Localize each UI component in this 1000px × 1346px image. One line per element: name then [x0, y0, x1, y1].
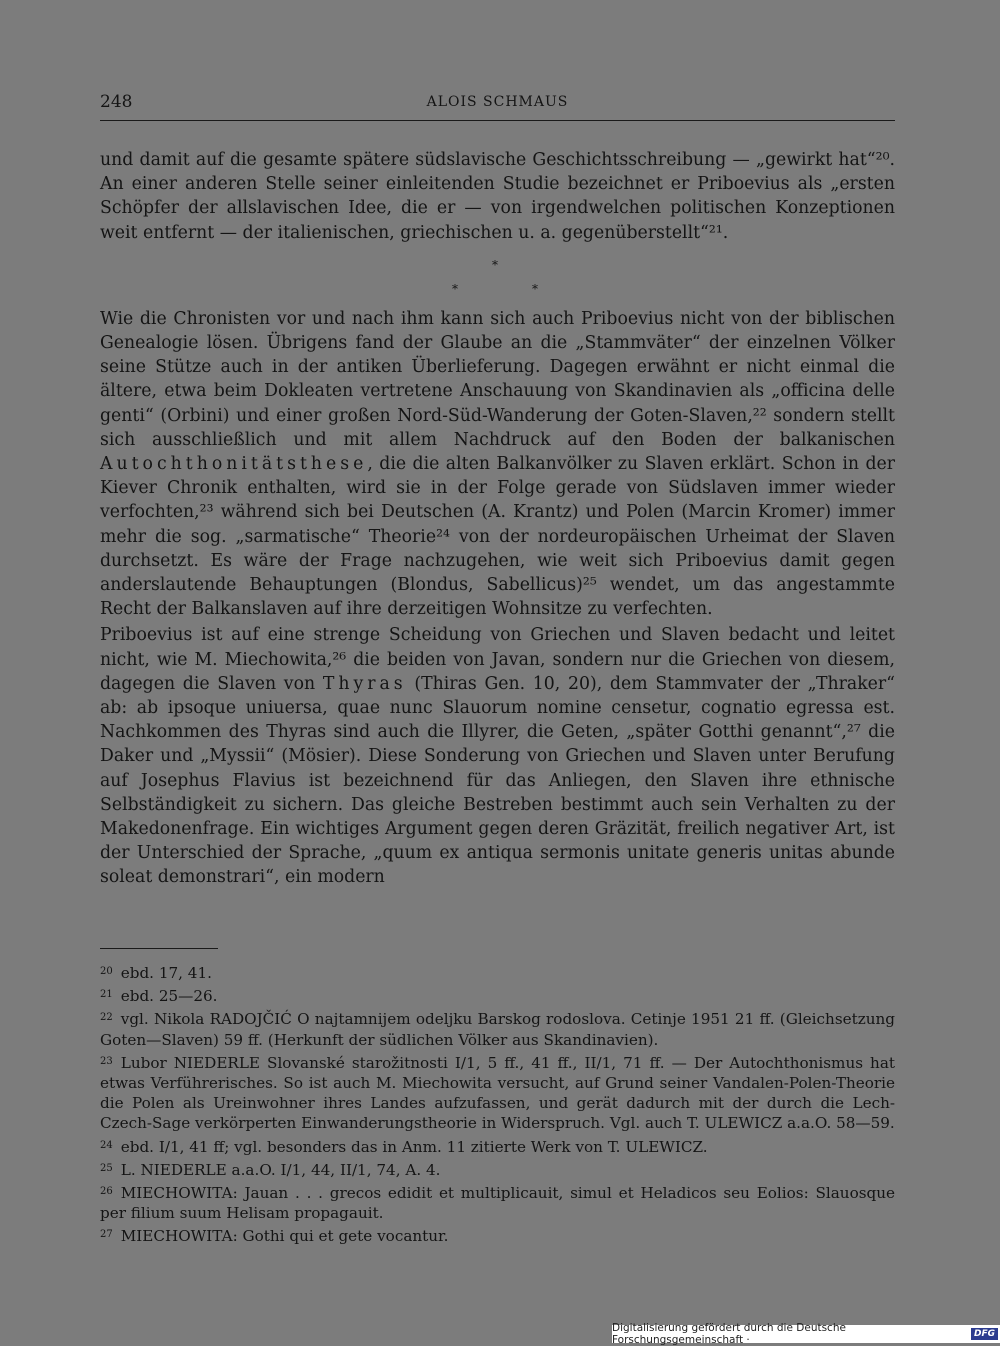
footnote-text: MIECHOWITA: Jauan . . . grecos edidit et multiplicauit, simul et Heladicos seu Eolios: Slauosque per filium suum Helisam propagauit.: [100, 1184, 895, 1223]
dinkus-asterisk: *: [532, 281, 538, 296]
footnote-text: vgl. Nikola RADOJČIĆ O najtamnijem odeljku Barskog rodoslova. Cetinje 1951 21 ff. (Gleichsetzung Goten—Slaven) 59 ff. (Herkunft der südlichen Völker aus Skandinavien).: [100, 1010, 895, 1049]
paragraph-3-part-a: Priboevius ist auf eine strenge Scheidung von Griechen und Slaven bedacht und leitet nicht, wie M. Miechowita,²⁶ die beiden von Javan, sondern nur die Griechen von diesem, dagegen die Slaven von: [100, 625, 895, 694]
footnotes: [100, 962, 895, 1249]
header-rule: [100, 120, 895, 121]
running-head: [100, 92, 895, 120]
footnote: [100, 1159, 895, 1180]
footnote-mark: 24: [100, 1139, 113, 1151]
footnote-text: ebd. I/1, 41 ff; vgl. besonders das in Anm. 11 zitierte Werk von T. ULEWICZ.: [120, 1137, 708, 1156]
footnote-mark: 22: [100, 1012, 113, 1024]
page-number: 248: [100, 92, 133, 112]
dfg-logo: DFG: [971, 1328, 998, 1340]
section-dinkus: [100, 245, 895, 307]
footnote: [100, 985, 895, 1006]
footnote-mark: 25: [100, 1162, 113, 1174]
credit-text: Digitalisierung gefördert durch die Deutsche Forschungsgemeinschaft ·: [612, 1322, 846, 1346]
dinkus-asterisk: *: [492, 257, 498, 272]
footnote: [100, 1182, 895, 1223]
footnote: [100, 962, 895, 983]
footnote: [100, 1008, 895, 1049]
spaced-term-thyras: Thyras: [322, 673, 407, 694]
paragraph-2-part-a: Wie die Chronisten vor und nach ihm kann sich auch Priboevius nicht von der biblischen Genealogie lösen. Übrigens fand der Glaube an die „Stammväter“ der einzelnen Völker seine Stütze auch in der antiken Überlieferung. Dagegen erwähnt er nicht einmal die ältere, etwa beim Dokleaten vertretene Anschauung von Skandinavien als „officina delle genti“ (Orbini) und einer großen Nord-Süd-Wanderung der Goten-Slaven,²² sondern stellt sich ausschließlich und mit allem Nachdruck auf den Boden der balkanischen: [100, 308, 895, 450]
footnote: [100, 1136, 895, 1157]
digitization-credit: [612, 1322, 1000, 1346]
footnote-mark: 27: [100, 1229, 113, 1241]
footnote-mark: 26: [100, 1186, 113, 1198]
paragraph-2-part-b: , die die alten Balkanvölker zu Slaven erklärt. Schon in der Kiever Chronik enthalten, wird sie in der Folge gerade von Südslaven immer wieder verfochten,²³ während sich bei Deutschen (A. Krantz) und Polen (Marcin Kromer) immer mehr die sog. „sarmatische“ Theorie²⁴ von der nordeuropäischen Urheimat der Slaven durchsetzt. Es wäre der Frage nachzugehen, wie weit sich Priboevius damit gegen anderslautende Behauptungen (Blondus, Sabellicus)²⁵ wendet, um das angestammte Recht der Balkanslaven auf ihre derzeitigen Wohnsitze zu verfechten.: [100, 454, 895, 620]
footnote: [100, 1052, 895, 1134]
footnote-text: Lubor NIEDERLE Slovanské starožitnosti I/1, 5 ff., 41 ff., II/1, 71 ff. — Der Autochthonismus hat etwas Verführerisches. So ist auch M. Miechowita versucht, auf Grund seiner Vandalen-Polen-Theorie die Polen als Ureinwohner ihres Landes aufzufassen, und gerät dadurch mit der durch die Lech-Czech-Sage verkörperten Einwanderungstheorie in Widerspruch. Vgl. auch T. ULEWICZ a.a.O. 58—59.: [100, 1053, 895, 1133]
running-title: ALOIS SCHMAUS: [426, 94, 569, 110]
footnote-mark: 23: [100, 1055, 113, 1067]
paragraph-2: [100, 307, 895, 622]
main-text: [100, 148, 895, 890]
footnote-text: L. NIEDERLE a.a.O. I/1, 44, II/1, 74, A. 4.: [120, 1160, 441, 1179]
footnote-rule: [100, 948, 218, 949]
footnote-mark: 20: [100, 966, 113, 977]
footnote: [100, 1225, 895, 1246]
footnote-text: ebd. 25—26.: [120, 987, 218, 1006]
paragraph-3-part-b: (Thiras Gen. 10, 20), dem Stammvater der „Thraker“ ab: ab ipsoque uniuersa, quae nunc Slauorum nomine censetur, cognatio egressa est. Nachkommen des Thyras sind auch die Illyrer, die Geten, „später Gotthi genannt“,²⁷ die Daker und „Myssii“ (Mösier). Diese Sonderung von Griechen und Slaven unter Berufung auf Josephus Flavius ist bezeichnend für das Anliegen, den Slaven ihre ethnische Selbständigkeit zu sichern. Das gleiche Bestreben bestimmt auch sein Verhalten zu der Makedonenfrage. Ein wichtiges Argument gegen deren Gräzität, freilich negativer Art, ist der Unterschied der Sprache, „quum ex antiqua sermonis unitate generis unitas abunde soleat demonstrari“, ein modern: [100, 673, 895, 888]
footnote-text: MIECHOWITA: Gothi qui et gete vocantur.: [120, 1227, 449, 1246]
footnote-text: ebd. 17, 41.: [120, 964, 212, 982]
spaced-term-autochthonitaetsthese: Autochthonitätsthese: [100, 454, 368, 475]
dinkus-asterisk: *: [452, 281, 458, 296]
footnote-mark: 21: [100, 989, 113, 1001]
paragraph-3: [100, 623, 895, 889]
paragraph-1: und damit auf die gesamte spätere südslavische Geschichtsschreibung — „gewirkt hat“²⁰. An einer anderen Stelle seiner einleitenden Studie bezeichnet er Priboevius als „ersten Schöpfer der allslavischen Idee, die er — von irgendwelchen politischen Konzeptionen weit entfernt — der italienischen, griechischen u. a. gegenüberstellt“²¹.: [100, 150, 895, 243]
